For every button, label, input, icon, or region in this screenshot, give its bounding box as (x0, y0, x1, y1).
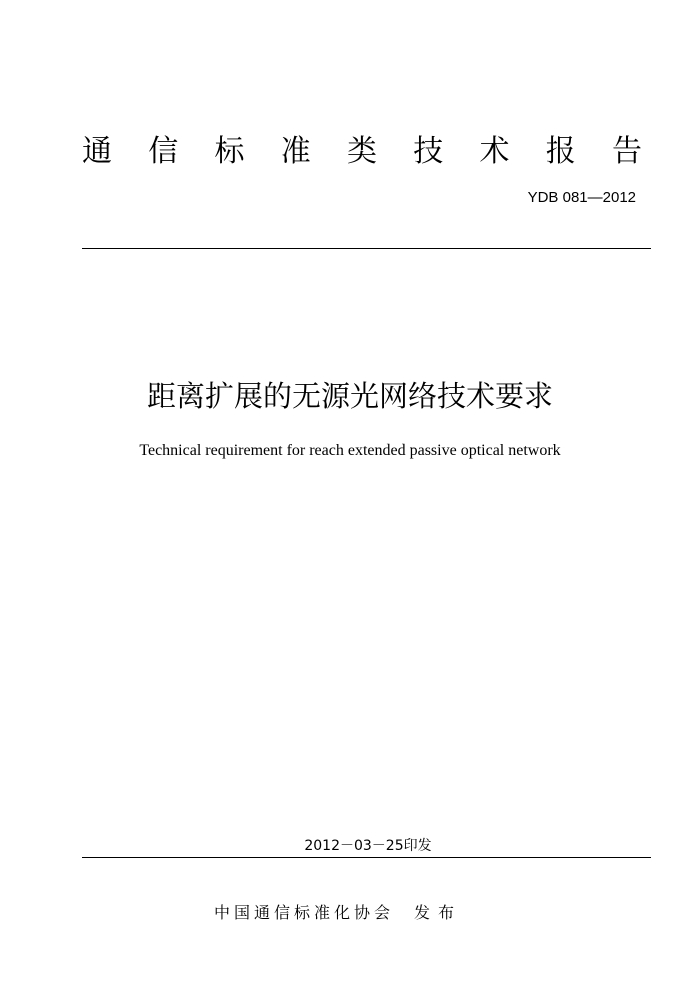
publisher-name: 中国通信标准化协会 (214, 903, 395, 922)
report-type-char: 技 (413, 134, 444, 169)
report-type-heading (82, 132, 642, 172)
report-type-char: 信 (148, 134, 179, 169)
top-divider (82, 248, 651, 249)
document-title-chinese: 距离扩展的无源光网络技术要求 (146, 379, 553, 413)
report-type-char: 告 (612, 134, 642, 169)
report-type-char: 准 (280, 134, 311, 169)
issue-date: 2012－03－25印发 (304, 838, 432, 854)
document-title-english: Technical requirement for reach extended passive optical network (139, 442, 561, 459)
report-type-char: 通 (82, 134, 112, 169)
report-type-char: 标 (214, 134, 245, 169)
bottom-divider (82, 857, 651, 858)
publisher-line (214, 902, 462, 924)
report-type-char: 类 (347, 134, 377, 169)
report-type-char: 术 (479, 134, 510, 169)
publish-label: 发布 (414, 903, 463, 922)
report-type-char: 报 (545, 134, 576, 169)
document-code: YDB 081—2012 (527, 189, 636, 206)
